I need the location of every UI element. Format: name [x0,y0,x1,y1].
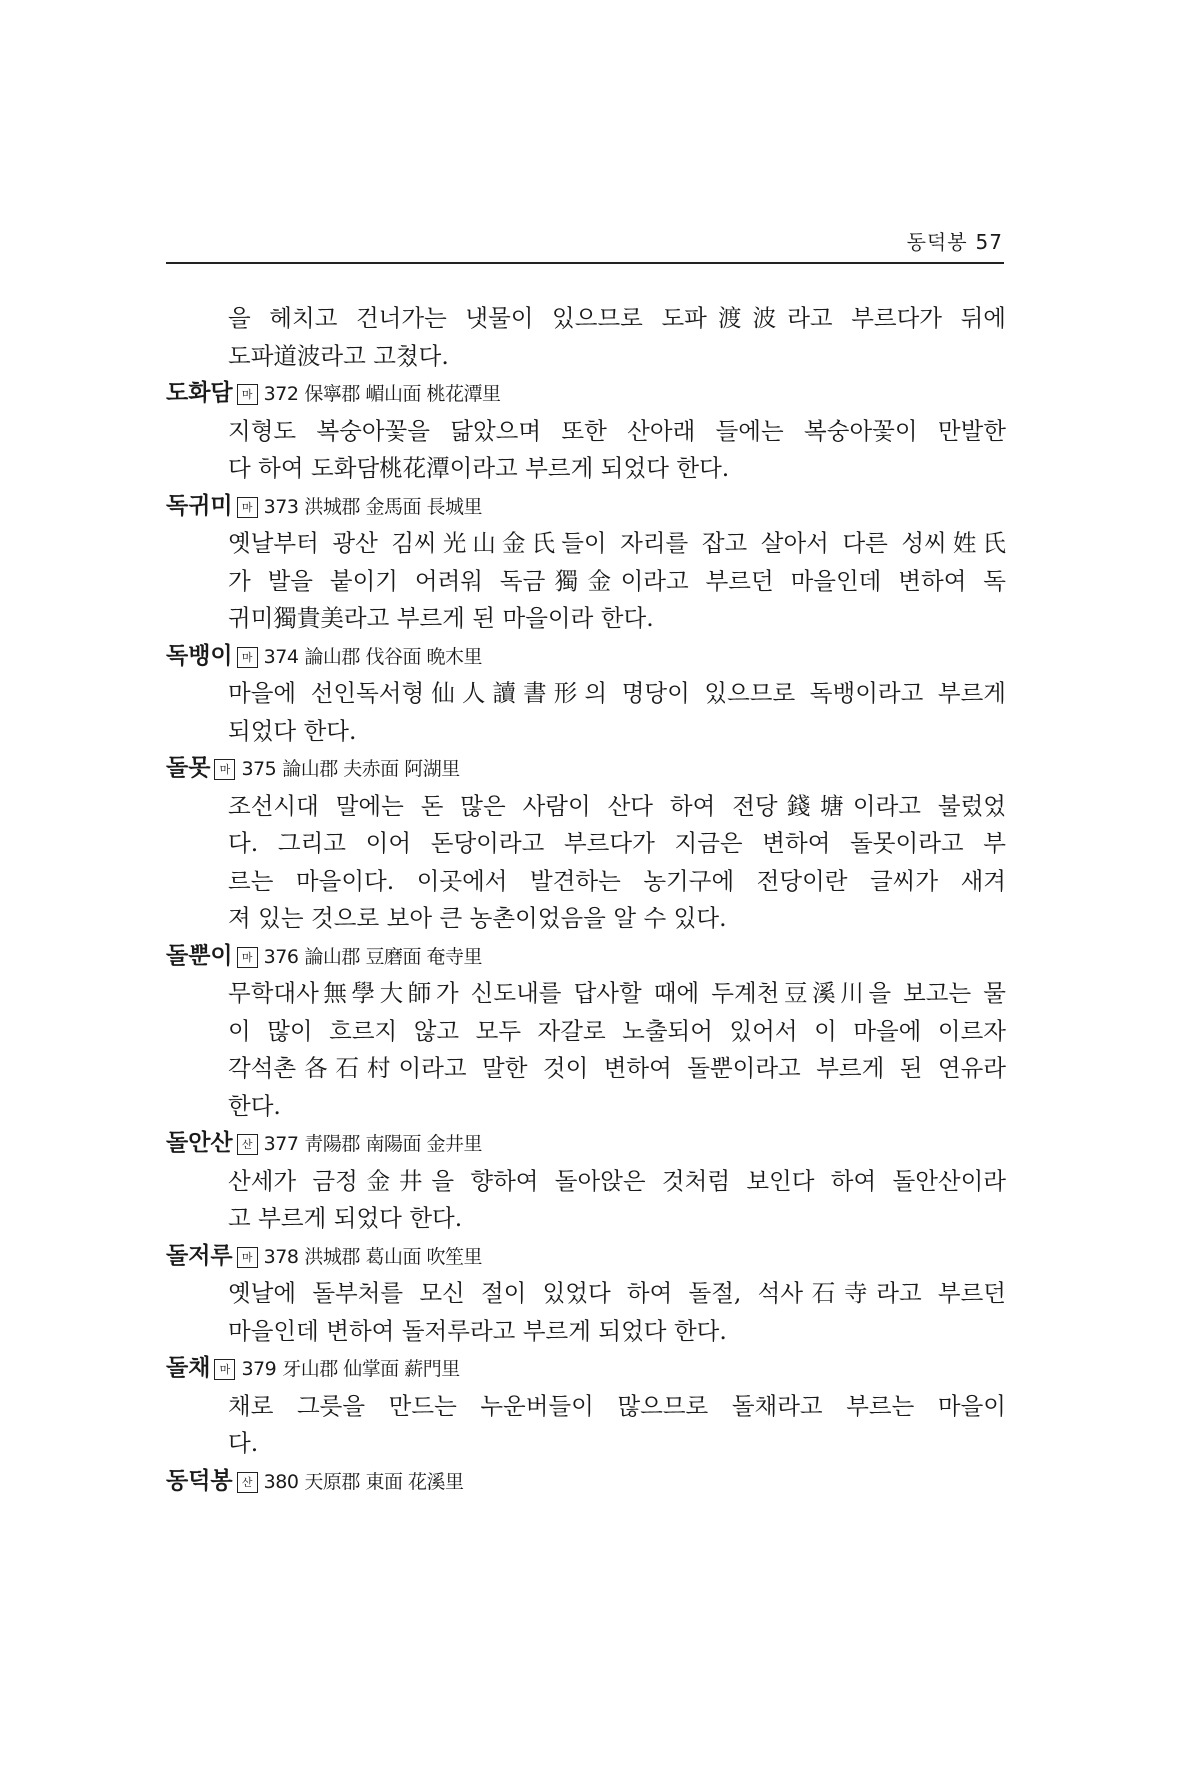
entry-type-badge: 마 [214,759,235,780]
entry-type-badge: 마 [237,1247,258,1268]
entry-location: 洪城郡 金馬面 長城里 [304,495,483,518]
entry-heading [166,1463,1006,1501]
entry-title: 돌못 [166,755,211,781]
entry-text-line: 옛날부터 광산 김씨光山金氏들이 자리를 잡고 살아서 다른 성씨姓氏 [228,529,1006,557]
entry-text-line: 다. [228,1429,259,1457]
entry-title: 돌채 [166,1355,211,1381]
entry-title: 독뱅이 [166,642,233,669]
entry-heading [166,375,1006,413]
entry-title: 돌저루 [166,1242,233,1269]
entry-heading [166,638,1006,676]
entry-number: 375 [241,758,277,780]
entry-heading [166,1125,1006,1163]
entry-type-badge: 산 [237,1134,258,1155]
entry-type-badge: 마 [214,1359,235,1380]
entry-text-line: 르는 마을이다. 이곳에서 발견하는 농기구에 전당이란 글씨가 새겨 [228,866,1006,895]
entry-location: 靑陽郡 南陽面 金井里 [304,1133,483,1155]
entry-number: 378 [263,1245,299,1268]
entry-text-line: 마을인데 변하여 돌저루라고 부르게 되었다 한다. [228,1316,727,1345]
entry-number: 374 [263,645,299,668]
entry-number: 379 [241,1358,277,1380]
entry-text-line: 되었다 한다. [228,716,357,745]
entry-number: 377 [263,1133,299,1155]
entry-type-badge: 마 [237,497,258,518]
entry-text-line: 산세가 금정金井을 향하여 돌아앉은 것처럼 보인다 하여 돌안산이라 [228,1166,1006,1195]
entry-heading [166,1238,1006,1276]
entry-number: 376 [263,945,299,968]
dictionary-body [166,300,1006,1500]
entry-location: 論山郡 夫赤面 阿湖里 [282,758,460,780]
entry-text-line: 져 있는 것으로 보아 큰 농촌이었음을 알 수 있다. [228,904,727,932]
entry-location: 保寧郡 嵋山面 桃花潭里 [304,383,501,405]
entry-number: 380 [263,1470,299,1493]
entry-heading [166,488,1006,526]
entry-number: 372 [263,383,299,405]
entry-text-line: 귀미獨貴美라고 부르게 된 마을이라 한다. [228,604,654,632]
entry-location: 論山郡 伐谷面 晩木里 [304,645,483,668]
entry-heading [166,750,1006,788]
entry-location: 天原郡 東面 花溪里 [304,1470,464,1493]
entry-number: 373 [263,495,299,518]
entry-title: 도화담 [166,380,233,406]
entry-text-line: 지형도 복숭아꽃을 닮았으며 또한 산아래 들에는 복숭아꽃이 만발한 [228,416,1006,445]
entry-location: 洪城郡 葛山面 吹笙里 [304,1245,483,1268]
body-line: 도파道波라고 고쳤다. [228,341,449,370]
entry-type-badge: 산 [237,1472,258,1493]
header-rule [166,262,1004,264]
running-header [907,226,1003,255]
entry-text-line: 이 많이 흐르지 않고 모두 자갈로 노출되어 있어서 이 마을에 이르자 [228,1016,1006,1045]
entry-text-line: 한다. [228,1091,281,1120]
entry-text-line: 다 하여 도화담桃花潭이라고 부르게 되었다 한다. [228,454,730,482]
entry-title: 돌뿐이 [166,942,233,969]
entry-title: 동덕봉 [166,1467,233,1494]
entry-type-badge: 마 [237,947,258,968]
entry-text-line: 채로 그릇을 만드는 누운버들이 많으므로 돌채라고 부르는 마을이 [228,1391,1006,1420]
entry-location: 牙山郡 仙掌面 薪門里 [282,1358,460,1380]
entry-title: 독귀미 [166,492,233,519]
running-header-title: 동덕봉 [906,230,968,254]
entry-text-line: 가 발을 붙이기 어려워 독금獨金이라고 부르던 마을인데 변하여 독 [228,566,1006,595]
entry-location: 論山郡 豆磨面 奄寺里 [304,945,483,968]
entry-type-badge: 마 [237,647,258,668]
entry-text-line: 옛날에 돌부처를 모신 절이 있었다 하여 돌절, 석사石寺라고 부르던 [228,1279,1006,1307]
entry-heading [166,938,1006,976]
page-number: 57 [975,230,1003,254]
entry-list [166,375,1006,1500]
entry-heading [166,1350,1006,1388]
entry-title: 돌안산 [166,1130,233,1156]
entry-type-badge: 마 [237,384,258,405]
entry-text-line: 각석촌各石村이라고 말한 것이 변하여 돌뿐이라고 부르게 된 연유라 [228,1054,1006,1082]
entry-text-line: 다. 그리고 이어 돈당이라고 부르다가 지금은 변하여 돌못이라고 부 [228,829,1006,857]
entry-text-line: 고 부르게 되었다 한다. [228,1204,463,1232]
body-line: 을 헤치고 건너가는 냇물이 있으므로 도파渡波라고 부르다가 뒤에 [228,304,1006,332]
entry-text-line: 무학대사無學大師가 신도내를 답사할 때에 두계천豆溪川을 보고는 물 [228,979,1006,1007]
entry-text-line: 마을에 선인독서형仙人讀書形의 명당이 있으므로 독뱅이라고 부르게 [228,679,1006,707]
entry-text-line: 조선시대 말에는 돈 많은 사람이 산다 하여 전당錢塘이라고 불렀었 [228,791,1006,820]
